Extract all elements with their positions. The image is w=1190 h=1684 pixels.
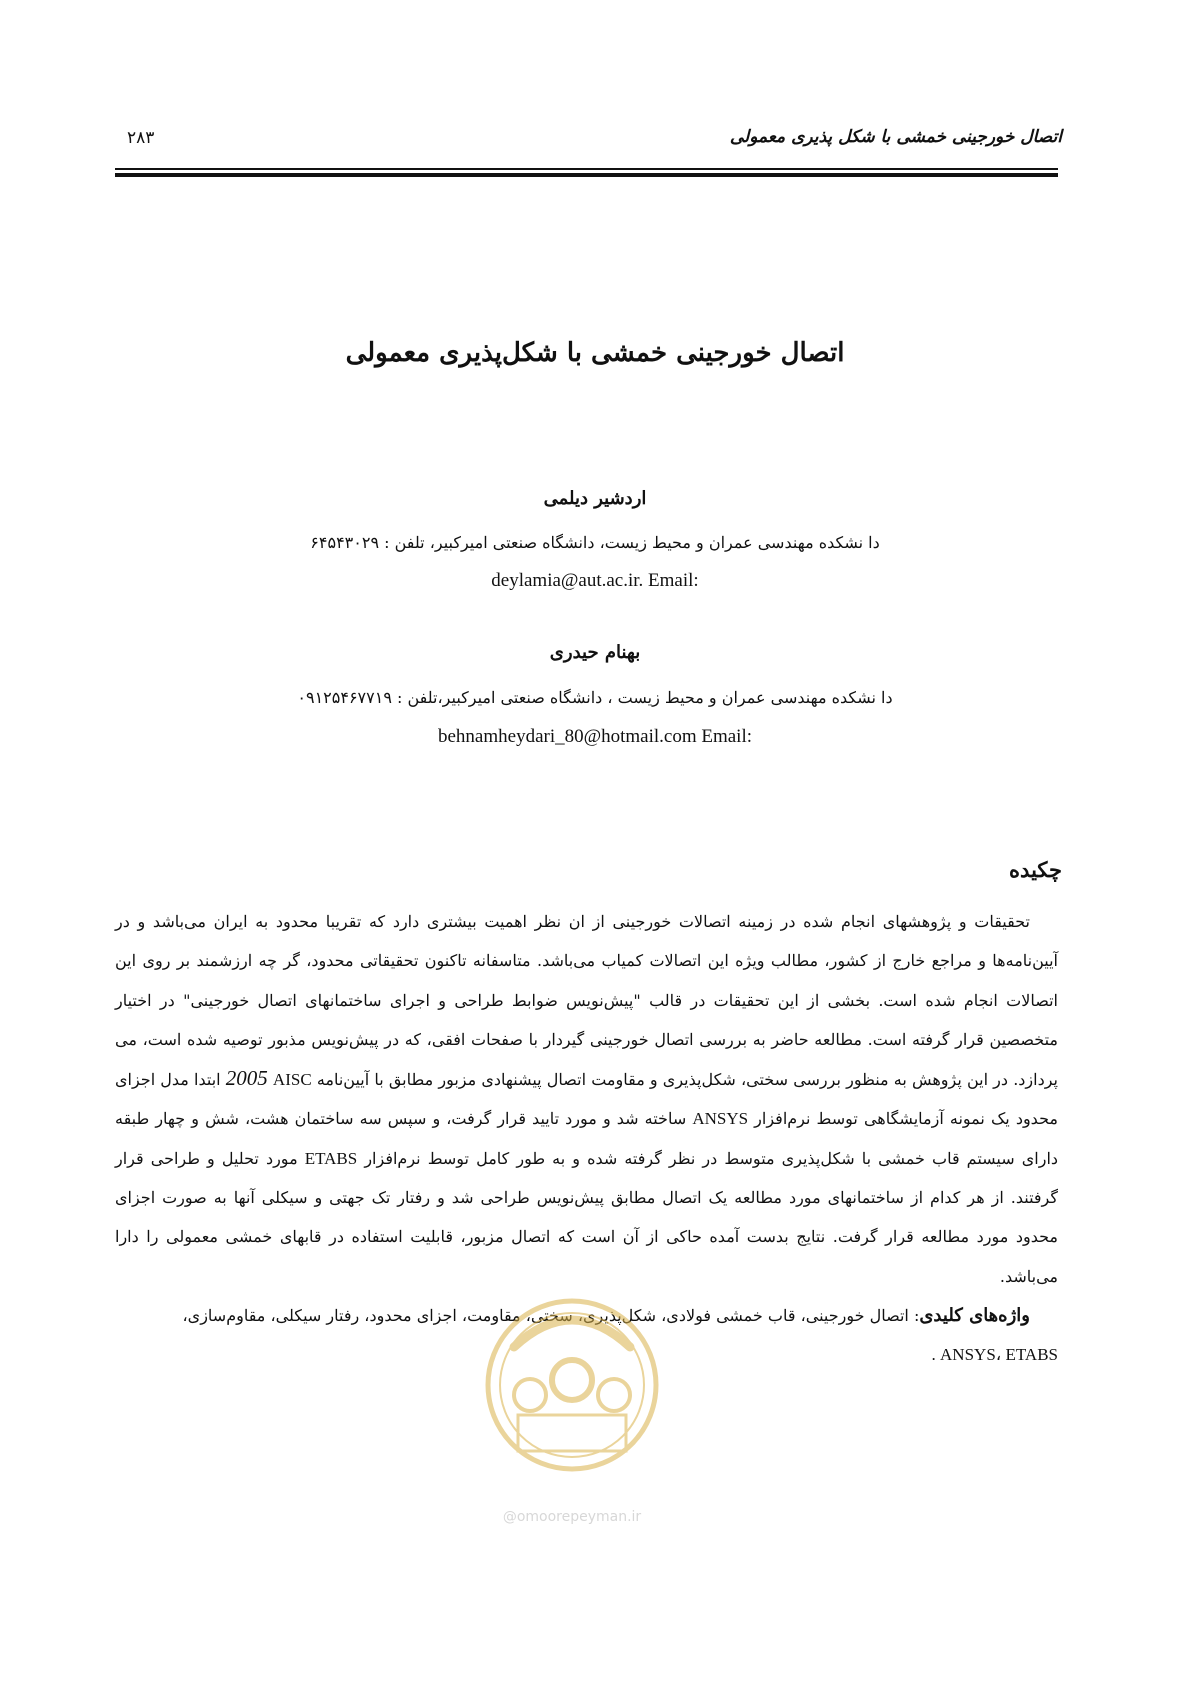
keywords-label: واژه‌های کلیدی (919, 1304, 1030, 1326)
watermark-seal-ring (488, 1301, 656, 1469)
author-2-name: بهنام حیدری (549, 642, 641, 663)
author-2-email: behnamheydari_80@hotmail.com Email: (437, 726, 753, 747)
watermark-seal-inner (500, 1313, 644, 1457)
paper-title: اتصال خورجینی خمشی با شکل‌پذیری معمولی (345, 338, 845, 368)
author-1-email: deylamia@aut.ac.ir. Email: (491, 570, 699, 591)
author-2-affiliation: دا نشکده مهندسی عمران و محیط زیست ، دانشگاه صنعتی امیرکبیر،تلفن : ۰۹۱۲۵۴۶۷۷۱۹ (297, 688, 893, 707)
abstract-text-1: تحقیقات و پژوهشهای انجام شده در زمینه اتصالات خورجینی از ان نظر اهمیت بیشتری دارد که تقریبا محدود به ایران می‌باشد و در آیین‌نامه‌ها و مراجع خارج از کشور، مطالب ویژه این اتصالات کمیاب می‌باشد. متاسفانه تاکنون تحقیقاتی محدود، گر چه ارزشمند بر روی این اتصالات انجام شده است. بخشی از این تحقیقات در قالب "پیش‌نویس ضوابط طراحی و اجرای ساختمانهای اتصال خورجینی" در اختیار متخصصین قرار گرفته است. مطالعه حاضر به بررسی اتصال خورجینی گیردار با صفحات افقی، که در پیش‌نویس مذبور توصیه شده است، می پردازد. در این پژوهش به منظور بررسی سختی، شکل‌پذیری و مقاومت اتصال پیشنهادی مزبور مطابق با آیین‌نامه (115, 912, 1059, 1090)
header-rule-thin (115, 168, 1058, 170)
abstract-aisc: AISC (272, 1070, 312, 1090)
header-rule-thick (115, 173, 1058, 177)
abstract-paragraph (115, 902, 1058, 1296)
watermark-url: @omoorepeyman.ir (502, 1509, 642, 1525)
gear-icon (552, 1360, 592, 1400)
watermark-logo (478, 1285, 666, 1530)
abstract-text-2: ابتدا مدل اجزای محدود یک نمونه آزمایشگاهی توسط نرم‌افزار (115, 1070, 1058, 1129)
page-number: ۲۸۳ (127, 128, 155, 148)
abstract-ansys: ANSYS (692, 1109, 749, 1129)
author-1-affiliation: دا نشکده مهندسی عمران و محیط زیست، دانشگاه صنعتی امیرکبیر، تلفن : ۶۴۵۴۳۰۲۹ (310, 533, 880, 552)
author-1-name: اردشیر دیلمی (543, 488, 647, 509)
watermark-arc-text (514, 1320, 630, 1347)
abstract-heading: چکیده (1009, 857, 1062, 882)
running-title: اتصال خورجینی خمشی با شکل پذیری معمولی (729, 127, 1062, 147)
keywords-latin: . ANSYS، ETABS (931, 1345, 1058, 1365)
abstract-text-3: ساخته شد و مورد تایید قرار گرفت، و سپس سه ساختمان هشت، شش و چهار طبقه دارای سیستم قاب خمشی با شکل‌پذیری متوسط در نظر گرفته شده و به طور کامل توسط نرم‌افزار (115, 1109, 1059, 1168)
abstract-etabs: ETABS (304, 1148, 358, 1168)
keywords-text: : اتصال خورجینی، قاب خمشی فولادی، شکل‌پذیری، سختی، مقاومت، اجزای محدود، رفتار سیکلی، مقاوم‌سازی، (182, 1305, 920, 1325)
building-icon (598, 1379, 630, 1411)
abstract-year: 2005 (225, 1066, 268, 1091)
abstract-text-4: مورد تحلیل و طراحی قرار گرفتند. از هر کدام از ساختمانهای مورد مطالعه یک اتصال مطابق پیش‌نویس طراحی شد و رفتار تک جهتی و سیکلی آنها به صورت اجزای محدود مورد مطالعه قرار گرفت. نتایج بدست آمده حاکی از آن است که اتصال مزبور، قابلیت استفاده در قابهای خمشی معمولی را دارا می‌باشد. (115, 1148, 1058, 1286)
scales-icon (514, 1379, 546, 1411)
